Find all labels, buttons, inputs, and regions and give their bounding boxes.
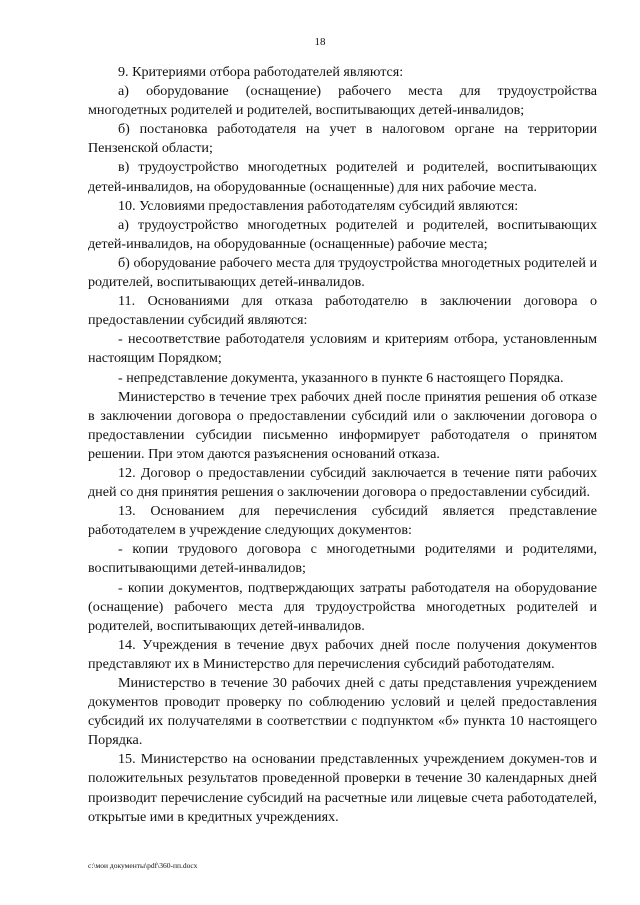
document-body: [88, 63, 597, 827]
paragraph-9c: в) трудоустройство многодетных родителей и родителей, воспитывающих детей-инвалидов, на оборудованные (оснащенные) для них рабочие места.: [88, 159, 597, 195]
paragraph-10b: б) оборудование рабочего места для трудоустройства многодетных родителей и родителей, воспитывающих детей-инвалидов.: [88, 254, 597, 291]
paragraph-11-header: 11. Основаниями для отказа работодателю в заключении договора о предоставлении субсидий являются:: [88, 293, 597, 329]
paragraph-12: 12. Договор о предоставлении субсидий заключается в течение пяти рабочих дней со дня принятия решения о заключении договора о предоставлении субсидий.: [88, 464, 597, 501]
paragraph-9-header: 9. Критериями отбора работодателей являются:: [118, 64, 404, 80]
paragraph-11-item-1: - несоответствие работодателя условиям и критериям отбора, установленным настоящим Порядком;: [88, 331, 597, 367]
footer-file-path: c:\мои документы\pdf\360-пп.docx: [88, 861, 198, 870]
paragraph-15: 15. Министерство на основании представленных учреждением докумен-тов и положительных результатов проведенной проверки в течение 30 календарных дней производит перечисление субсидий на расчетные или лицевые счета работодателей, открытые ими в кредитных учреждениях.: [88, 751, 597, 825]
paragraph-10-header: 10. Условиями предоставления работодателям субсидий являются:: [118, 197, 519, 214]
paragraph-13-item-2: - копии документов, подтверждающих затраты работодателя на оборудование (оснащение) рабочего места для трудоустройства многодетных родителей и родителей, воспитывающих детей-инвалидов.: [88, 579, 597, 634]
page-number: 18: [314, 36, 326, 48]
paragraph-10a: а) трудоустройство многодетных родителей и родителей, воспитывающих детей-инвалидов, на оборудованные (оснащенные) рабочие места;: [88, 216, 597, 252]
paragraph-9b: б) постановка работодателя на учет в налоговом органе на территории Пензенской области;: [88, 121, 597, 157]
paragraph-13-header: 13. Основанием для перечисления субсидий является представление работодателем в учреждение следующих документов:: [88, 503, 597, 539]
paragraph-9a: а) оборудование (оснащение) рабочего места для трудоустройства многодетных родителей и родителей, воспитывающих детей-инвалидов;: [88, 83, 597, 119]
paragraph-13-item-1: - копии трудового договора с многодетными родителями и родителями, воспитывающими детей-инвалидов;: [88, 541, 597, 577]
paragraph-14: 14. Учреждения в течение двух рабочих дней после получения документов представляют их в Министерство для перечисления субсидий работодателям.: [88, 636, 597, 672]
paragraph-14-ministry: Министерство в течение 30 рабочих дней с даты представления учреждением документов проводит проверку по соблюдению условий и целей предоставления субсидий их получателями в соответствии с подпунктом «б» пункта 10 настоящего Порядка.: [88, 675, 597, 749]
paragraph-11-ministry: Министерство в течение трех рабочих дней после принятия решения об отказе в заключении договора о предоставлении субсидий или о заключении договора о предоставлении субсидии письменно информирует работодателя о принятом решении. При этом даются разъяснения оснований отказа.: [88, 388, 597, 462]
paragraph-11-item-2: - непредставление документа, указанного в пункте 6 настоящего Порядка.: [118, 369, 564, 386]
